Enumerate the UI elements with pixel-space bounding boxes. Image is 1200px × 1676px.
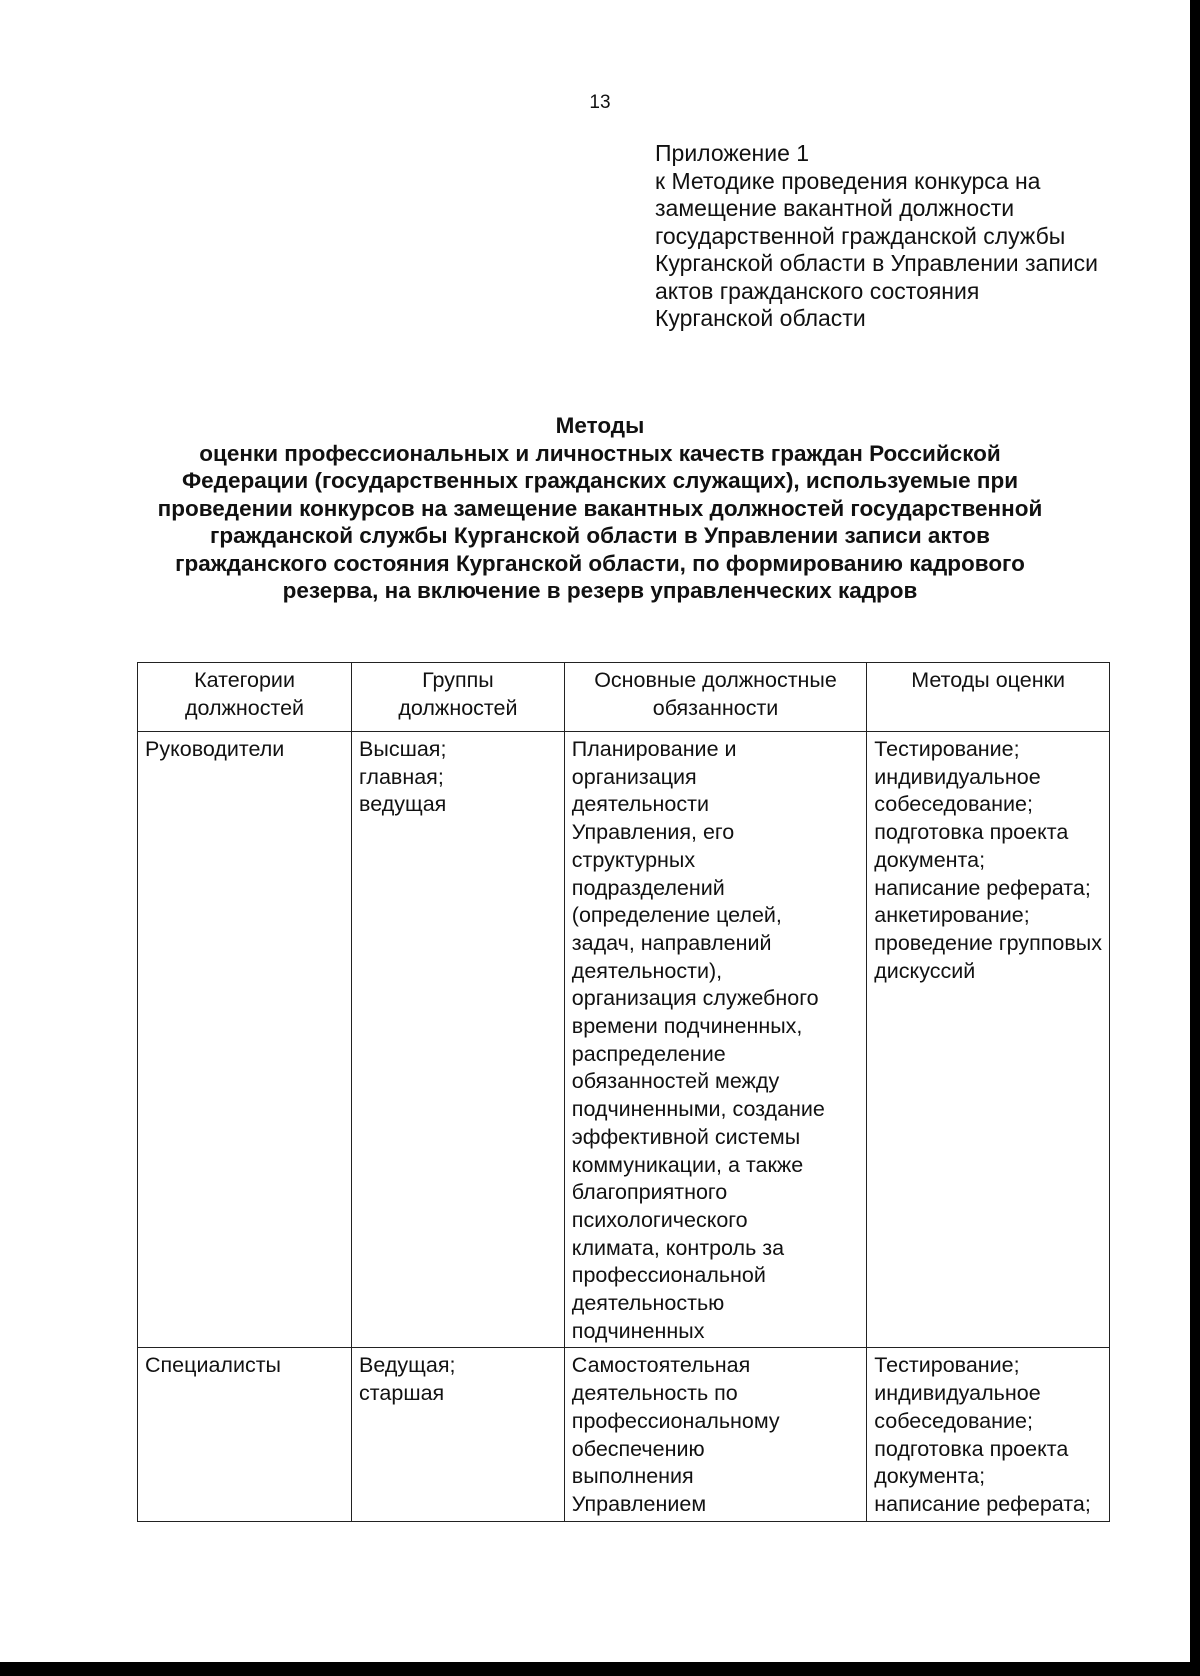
cell-line: индивидуальное — [874, 764, 1041, 789]
cell-line: Планирование и — [571, 737, 737, 761]
cell-line: эффективной системы — [571, 1124, 801, 1149]
cell-line: Тестирование; — [874, 1353, 1020, 1378]
table-row — [138, 732, 1110, 1348]
header-line: Методы оценки — [911, 668, 1065, 692]
title-line: резерва, на включение в резерв управленческих кадров — [282, 578, 918, 603]
cell-line: организация — [571, 764, 697, 789]
cell-category — [138, 1348, 352, 1521]
cell-line: обеспечению — [571, 1436, 705, 1461]
cell-line: деятельность по — [571, 1381, 738, 1406]
header-line: обязанности — [652, 695, 779, 720]
table-row — [138, 1348, 1110, 1521]
scan-edge-right — [1190, 0, 1200, 1676]
cell-line: индивидуальное — [874, 1381, 1041, 1406]
cell-line: профессиональному — [571, 1408, 780, 1433]
cell-methods — [867, 732, 1110, 1348]
header-categories — [138, 663, 352, 732]
cell-line: Высшая; — [359, 737, 447, 761]
appendix-line: Курганской области в Управлении записи — [655, 250, 1098, 276]
title-line: Федерации (государственных гражданских служащих), используемые при — [181, 468, 1019, 493]
header-line: должностей — [398, 695, 518, 720]
page-number: 13 — [589, 92, 611, 113]
cell-line: написание реферата; — [874, 1491, 1091, 1516]
cell-line: старшая — [359, 1381, 445, 1406]
cell-line: задач, направлений — [571, 930, 772, 955]
cell-line: выполнения — [571, 1464, 694, 1489]
appendix-line: государственной гражданской службы — [655, 222, 1066, 249]
header-line: Категории — [194, 668, 295, 692]
cell-line: деятельности — [571, 792, 709, 817]
cell-line: Самостоятельная — [571, 1353, 751, 1378]
cell-line: подчиненными, создание — [571, 1097, 825, 1122]
cell-line: главная; — [359, 764, 444, 789]
assessment-methods-table — [137, 662, 1110, 1522]
cell-line: собеседование; — [874, 1408, 1033, 1433]
cell-methods — [867, 1348, 1110, 1521]
cell-line: Управлением — [571, 1491, 707, 1516]
cell-line: документа; — [874, 1464, 986, 1489]
cell-line: коммуникации, а также — [571, 1152, 804, 1177]
header-groups — [352, 663, 565, 732]
title-line: Методы — [555, 413, 645, 438]
cell-line: (определение целей, — [571, 903, 782, 928]
header-line: должностей — [184, 695, 305, 720]
cell-groups — [352, 732, 565, 1348]
document-title — [0, 412, 1200, 605]
cell-line: деятельностью — [571, 1291, 725, 1316]
appendix-line: Приложение 1 — [655, 140, 810, 166]
title-line: гражданского состояния Курганской области, по формированию кадрового — [175, 550, 1025, 576]
cell-line: написание реферата; — [874, 875, 1091, 900]
cell-line: времени подчиненных, — [571, 1014, 803, 1039]
cell-line: документа; — [874, 847, 986, 872]
title-line: проведении конкурсов на замещение вакантных должностей государственной — [157, 495, 1043, 521]
appendix-line: замещение вакантной должности — [655, 195, 1015, 221]
cell-line: подчиненных — [571, 1318, 705, 1343]
cell-line: климата, контроль за — [571, 1235, 785, 1260]
cell-line: благоприятного — [571, 1180, 728, 1205]
cell-line: организация служебного — [571, 986, 819, 1011]
header-line: Группы — [422, 668, 494, 692]
cell-duties — [564, 1348, 866, 1521]
cell-line: подготовка проекта — [874, 1436, 1069, 1461]
cell-line: деятельности), — [571, 958, 723, 983]
header-line: Основные должностные — [594, 668, 837, 692]
cell-line: Специалисты — [145, 1353, 282, 1378]
cell-line: Тестирование; — [874, 737, 1020, 761]
cell-duties — [564, 732, 866, 1348]
table-header-row — [138, 663, 1110, 732]
cell-line: Управления, его — [571, 820, 735, 845]
cell-line: анкетирование; — [874, 903, 1030, 928]
cell-line: проведение групповых — [874, 930, 1102, 955]
appendix-line: актов гражданского состояния — [655, 277, 980, 304]
cell-line: распределение — [571, 1041, 726, 1066]
cell-line: Ведущая; — [359, 1353, 456, 1378]
header-methods — [867, 663, 1110, 732]
cell-line: профессиональной — [571, 1263, 766, 1288]
cell-line: дискуссий — [874, 958, 976, 983]
cell-category — [138, 732, 352, 1348]
header-duties — [564, 663, 866, 732]
title-line: гражданской службы Курганской области в Управлении записи актов — [210, 523, 990, 548]
cell-line: структурных — [571, 847, 696, 872]
scan-edge-bottom — [0, 1662, 1200, 1676]
cell-line: обязанностей между — [571, 1069, 780, 1094]
cell-line: психологического — [571, 1207, 748, 1232]
appendix-line: Курганской области — [655, 305, 866, 331]
title-line: оценки профессиональных и личностных качеств граждан Российской — [199, 440, 1001, 466]
cell-line: Руководители — [145, 737, 285, 761]
cell-line: подразделений — [571, 875, 725, 900]
appendix-note — [655, 140, 1175, 333]
cell-groups — [352, 1348, 565, 1521]
cell-line: собеседование; — [874, 792, 1033, 817]
cell-line: ведущая — [359, 792, 447, 817]
appendix-line: к Методике проведения конкурса на — [655, 167, 1041, 194]
cell-line: подготовка проекта — [874, 820, 1069, 845]
